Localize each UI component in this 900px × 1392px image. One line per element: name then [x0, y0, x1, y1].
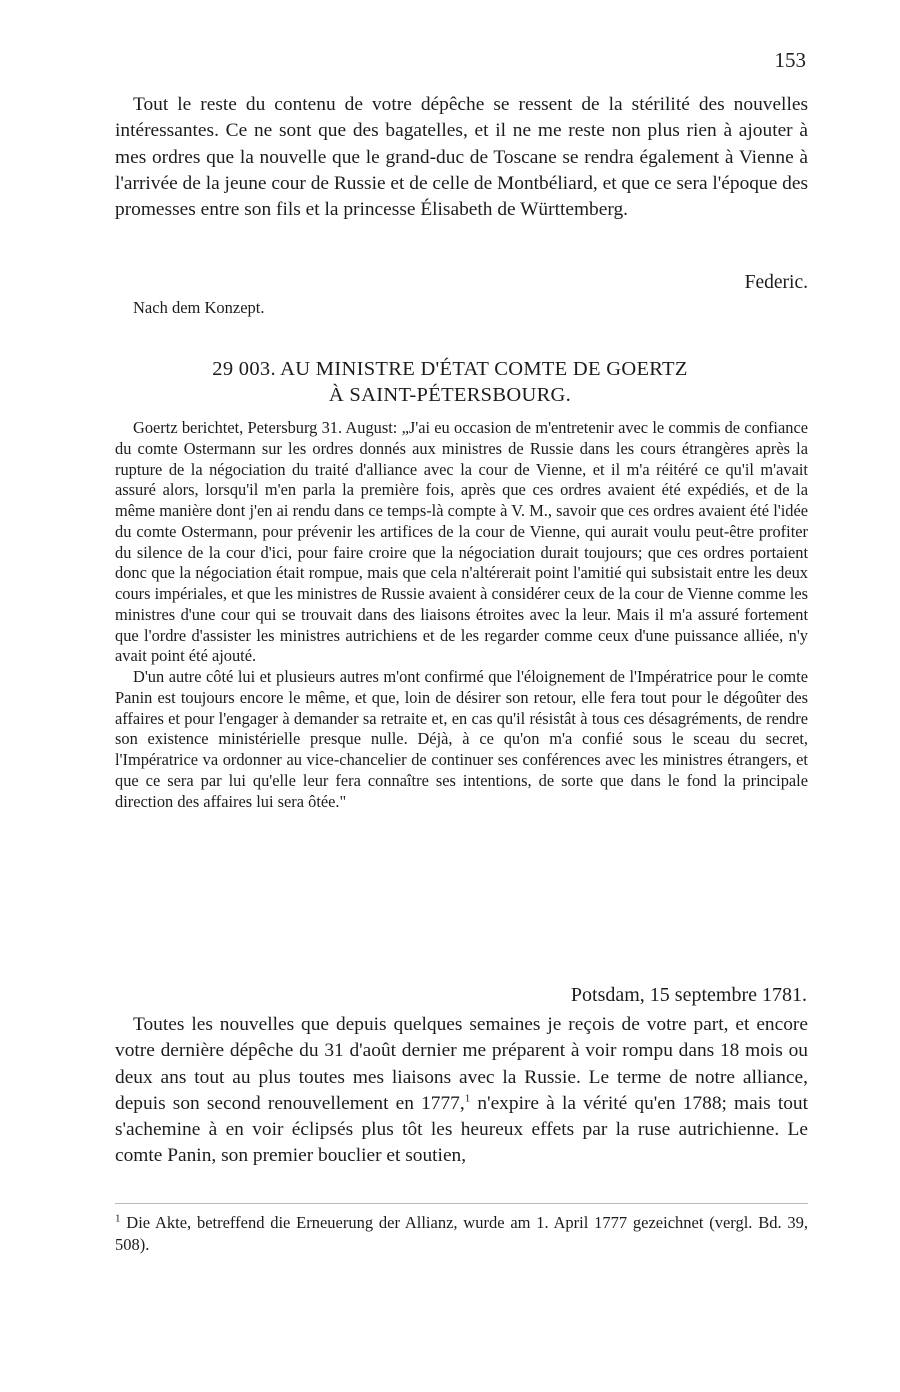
source-note: Nach dem Konzept.: [133, 298, 265, 317]
report-paragraph: Goertz berichtet, Petersburg 31. August: „J'ai eu occasion de m'entretenir avec le commis de confiance du comte Ostermann sur les ordres donnés aux ministres de Russie dans les cours étrangères après la rupture de la négociation du traité d'alliance avec la cour de Vienne, et il m'a réitéré ce qu'il m'avait assuré alors, lorsqu'il m'en parla la première fois, après que ces ordres avaient été expédiés, et de la même manière dont j'en ai rendu dans ce temps-là compte à V. M., savoir que ces ordres avaient été l'idée du comte Ostermann, pour prévenir les artifices de la cour de Vienne, qui aurait voulu peut-être profiter du silence de la cour d'ici, pour faire croire que la négociation durait toujours; que ces ordres portaient donc que la négociation était rompue, mais que cela n'altérerait point l'amitié qui subsistait entre les deux cours impériales, et que les ministres de Russie avaient à considérer ceux de la cour de Vienne comme les ministres d'une cour qui se trouvait dans des liaisons étroites avec la leur. Mais il m'a assuré fortement que l'ordre d'assister les ministres autrichiens et de les regarder comme ceux d'une puissance alliée, n'y avait point été ajouté.: [115, 418, 808, 666]
letter-body-paragraph: [115, 1012, 808, 1170]
footnote: [115, 1212, 808, 1256]
footnote-reference: 1: [464, 1092, 471, 1105]
letter-heading: [0, 356, 900, 408]
page-number: 153: [774, 48, 806, 72]
footnote-marker: 1: [115, 1212, 121, 1225]
letter-heading-line1: 29 003. AU MINISTRE D'ÉTAT COMTE DE GOERTZ: [212, 358, 688, 380]
report-paragraph: D'un autre côté lui et plusieurs autres m'ont confirmé que l'éloignement de l'Impératrice pour le comte Panin est toujours encore le même, et que, loin de désirer son retour, elle fera tout pour le dégoûter des affaires et pour l'engager à demander sa retraite et, en cas qu'il résistât à tous ces désagréments, de rendre son existence ministérielle presque nulle. Déjà, à ce qu'on m'a confié sous le sceau du secret, l'Impératrice va ordonner au vice-chancelier de continuer ses conférences avec les ministres étrangers, et que ce sera par lui qu'elle leur fera connaître ses intentions, de sorte que dans le fond la principale direction des affaires lui sera ôtée.": [115, 667, 808, 811]
letter-heading-line2: À SAINT-PÉTERSBOURG.: [328, 384, 572, 406]
letter-body-section: [115, 1012, 808, 1170]
footnote-text: Die Akte, betreffend die Erneuerung der Allianz, wurde am 1. April 1777 gezeichnet (vergl. Bd. 39, 508).: [115, 1213, 808, 1254]
signature: Federic.: [744, 272, 808, 293]
report-section: [115, 418, 808, 812]
letter-body-text-b: n'expire à la vérité qu'en 1788; mais tout s'achemine à en voir éclipsés plus tôt les heureux effets par la ruse autrichienne. Le comte Panin, son premier bouclier et soutien,: [115, 1092, 808, 1167]
footnote-divider: [115, 1203, 808, 1204]
letter-body-text-a: Toutes les nouvelles que depuis quelques semaines je reçois de votre part, et encore votre dernière dépêche du 31 d'août dernier me préparent à voir rompu dans 18 mois ou deux ans tout au plus toutes mes liaisons avec la Russie. Le terme de notre alliance, depuis son second renouvellement en 1777,: [115, 1014, 808, 1114]
place-date: Potsdam, 15 septembre 1781.: [570, 984, 807, 1006]
opening-paragraph: Tout le reste du contenu de votre dépêche se ressent de la stérilité des nouvelles intéressantes. Ce ne sont que des bagatelles, et il ne me reste non plus rien à ajouter à mes ordres que la nouvelle que le grand-duc de Toscane se rendra également à Vienne à l'arrivée de la jeune cour de Russie et de celle de Montbéliard, et que ce sera l'époque des promesses entre son fils et la princesse Élisabeth de Württemberg.: [115, 94, 808, 221]
opening-section: [115, 92, 808, 223]
